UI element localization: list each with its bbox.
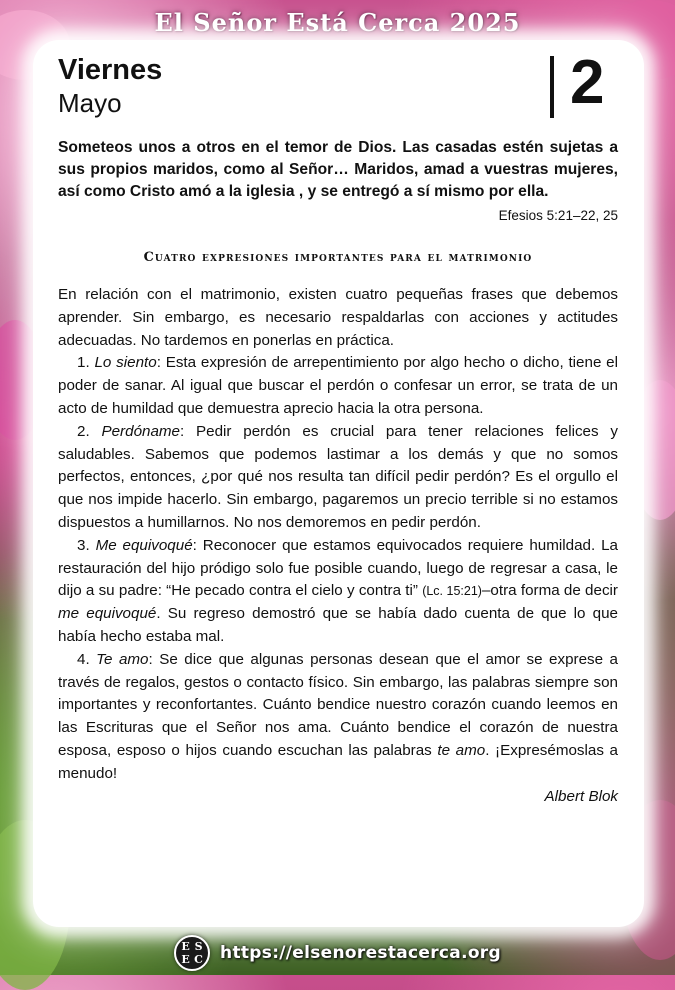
weekday-label: Viernes: [58, 54, 163, 86]
point-number: 4.: [77, 650, 90, 668]
point-number: 3.: [77, 536, 90, 554]
article-title: Cuatro expresiones importantes para el matrimonio: [143, 250, 533, 265]
point-text: : Esta expresión de arrepentimiento por algo hecho o dicho, tiene el poder de sanar. Al igual que buscar el perdón o confesar un error, se trata de un acto de humildad que demuestra aprecio hacia la otra persona.: [58, 354, 618, 417]
point-text: : Se dice que algunas personas desean que el amor se exprese a través de regalos, gestos o contacto físico. Sin embargo, las palabras siempre son importantes y reconfortantes. Cuánto bendice nuestro corazón cuando leemos en las Escrituras que el Señor nos ama. Cuánto bendice el corazón de nuestra esposa, esposo o hijos cuando escuchan las palabras: [58, 650, 619, 759]
point-phrase: Perdóname: [101, 422, 181, 440]
point-phrase: me equivoqué: [58, 605, 157, 623]
footer: [0, 935, 675, 971]
point-text: –otra forma de decir: [481, 582, 618, 600]
point-text: : Pedir perdón es crucial para tener relaciones felices y saludables. Sabemos que podemos lastimar a los demás y que no somos perfectos, entonces, ¿por qué nos resulta tan difícil pedir perdón? Es el orgullo el que nos impide hacerlo. Sin embargo, pagaremos un precio terrible si no estamos dispuestos a humillarnos. No nos demoremos en pedir perdón.: [58, 422, 618, 531]
point-number: 2.: [77, 422, 90, 440]
article-intro: En relación con el matrimonio, existen cuatro pequeñas frases que debemos aprender. Sin embargo, es necesario respaldarlas con acciones y actitudes adecuadas. No tardemos en ponerlas en práctica.: [58, 286, 618, 349]
point-phrase: Me equivoqué: [95, 536, 193, 554]
article-point: [58, 535, 618, 649]
logo-letter: E: [181, 953, 190, 966]
publication-logo: [174, 935, 210, 971]
day-number: 2: [570, 48, 605, 117]
point-phrase: te amo: [437, 741, 486, 759]
point-text: . ¡Expresémoslas a menudo!: [58, 741, 618, 782]
website-link[interactable]: https://elsenorestacerca.org: [220, 943, 501, 963]
logo-letter: C: [194, 953, 203, 966]
article-body: [58, 284, 618, 808]
article-point: [58, 352, 618, 420]
point-phrase: Lo siento: [94, 354, 157, 372]
logo-letter: E: [181, 940, 190, 953]
date-divider: [550, 56, 554, 118]
bible-verse: Someteos unos a otros en el temor de Dios. Las casadas estén sujetas a sus propios maridos, como al Señor… Maridos, amad a vuestras mujeres, así como Cristo amó a la iglesia , y se entregó a sí mismo por ella.: [58, 139, 618, 200]
scripture-reference: (Lc. 15:21): [422, 584, 482, 599]
month-label: Mayo: [58, 88, 122, 118]
article-point: [58, 421, 618, 535]
point-text: : Reconocer que estamos equivocados requiere humildad. La restauración del hijo pródigo solo fue posible cuando, luego de regresar a casa, le dijo a su padre: “He pecado contra el cielo y contra ti”: [58, 536, 618, 600]
verse-reference: Efesios 5:21–22, 25: [498, 208, 618, 223]
article-point: [58, 649, 618, 786]
point-number: 1.: [77, 354, 90, 372]
point-text: . Su regreso demostró que se había dado cuenta de que lo que había hecho estaba mal.: [58, 605, 618, 645]
publication-title: El Señor Está Cerca 2025: [154, 8, 521, 37]
point-phrase: Te amo: [96, 650, 149, 668]
logo-letter: S: [194, 940, 203, 953]
article-author: Albert Blok: [544, 787, 618, 805]
